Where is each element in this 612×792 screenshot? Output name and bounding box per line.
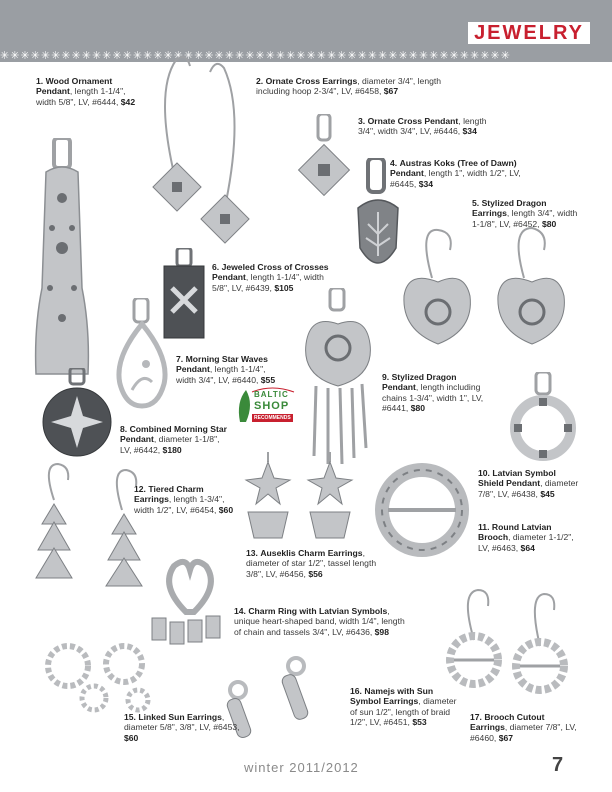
item-caption-3: 3. Ornate Cross Pendant, length 3/4", width 3/4", LV, #6446, $34 bbox=[358, 116, 487, 137]
item-caption-14: 14. Charm Ring with Latvian Symbols, unique heart-shaped band, width 1/4", length of chain and tassels 3/4", LV, #6436, $98 bbox=[234, 606, 405, 637]
item-caption-13: 13. Auseklis Charm Earrings, diameter of star 1/2", tassel length 3/8", LV, #6456, $56 bbox=[246, 548, 377, 579]
item-caption-4: 4. Austras Koks (Tree of Dawn) Pendant, length 1", width 1/2", LV, #6445, $34 bbox=[390, 158, 521, 189]
charm-ring-image bbox=[142, 556, 232, 648]
morning-star-waves-pendant-image bbox=[112, 298, 172, 410]
tiered-charm-earrings-image bbox=[30, 460, 160, 590]
combined-morning-star-pendant-image bbox=[40, 368, 114, 462]
brooch-cutout-earrings-image bbox=[444, 582, 574, 708]
linked-sun-earrings-image bbox=[44, 642, 154, 714]
item-caption-15: 15. Linked Sun Earrings, diameter 5/8", 3/8", LV, #6453, $60 bbox=[124, 712, 240, 743]
wood-ornament-pendant-image bbox=[30, 138, 94, 376]
latvian-symbol-shield-pendant-image bbox=[508, 372, 578, 462]
auseklis-charm-earrings-image bbox=[238, 452, 364, 544]
section-title: JEWELRY bbox=[468, 22, 590, 44]
ornate-cross-earrings-image bbox=[146, 52, 256, 262]
stylized-dragon-pendant-image bbox=[296, 288, 380, 468]
badge-line-1: BALTIC bbox=[254, 390, 289, 399]
item-caption-2: 2. Ornate Cross Earrings, diameter 3/4", length including hoop 2-3/4", LV, #6458, $67 bbox=[256, 76, 442, 97]
item-caption-6: 6. Jeweled Cross of Crosses Pendant, length 1-1/4", width 5/8", LV, #6439, $105 bbox=[212, 262, 329, 293]
item-caption-1: 1. Wood Ornament Pendant, length 1-1/4", width 5/8", LV, #6444, $42 bbox=[36, 76, 136, 107]
ornate-cross-pendant-image bbox=[296, 114, 352, 214]
item-caption-11: 11. Round Latvian Brooch, diameter 1-1/2", LV, #6463, $64 bbox=[478, 522, 574, 553]
item-caption-12: 12. Tiered Charm Earrings, length 1-3/4", width 1/2", LV, #6454, $60 bbox=[134, 484, 234, 515]
item-caption-10: 10. Latvian Symbol Shield Pendant, diameter 7/8", LV, #6438, $45 bbox=[478, 468, 579, 499]
item-caption-9: 9. Stylized Dragon Pendant, length including chains 1-3/4", width 1", LV, #6441, $80 bbox=[382, 372, 484, 414]
badge-line-2: SHOP bbox=[254, 400, 290, 412]
item-caption-7: 7. Morning Star Waves Pendant, length 1-1/4", width 3/4", LV, #6440, $55 bbox=[176, 354, 276, 385]
footer-season: winter 2011/2012 bbox=[244, 760, 359, 775]
item-caption-8: 8. Combined Morning Star Pendant, diameter 1-1/8", LV, #6442, $180 bbox=[120, 424, 227, 455]
star-border: ✳✳✳✳✳✳✳✳✳✳✳✳✳✳✳✳✳✳✳✳✳✳✳✳✳✳✳✳✳✳✳✳✳✳✳✳✳✳✳✳✳✳✳✳✳✳✳✳✳✳ bbox=[0, 50, 511, 62]
item-caption-5: 5. Stylized Dragon Earrings, length 3/4", width 1-1/8", LV, #6452, $80 bbox=[472, 198, 578, 229]
stylized-dragon-earrings-image bbox=[398, 226, 574, 350]
baltic-shop-recommends-badge bbox=[232, 384, 296, 432]
round-latvian-brooch-image bbox=[372, 462, 472, 558]
page-number: 7 bbox=[552, 754, 564, 776]
item-caption-16: 16. Namejs with Sun Symbol Earrings, diameter of sun 1/2", length of braid 1/2", LV, #6451, $53 bbox=[350, 686, 457, 728]
item-caption-17: 17. Brooch Cutout Earrings, diameter 7/8", LV, #6460, $67 bbox=[470, 712, 577, 743]
badge-line-3: RECOMMENDS bbox=[254, 415, 291, 421]
